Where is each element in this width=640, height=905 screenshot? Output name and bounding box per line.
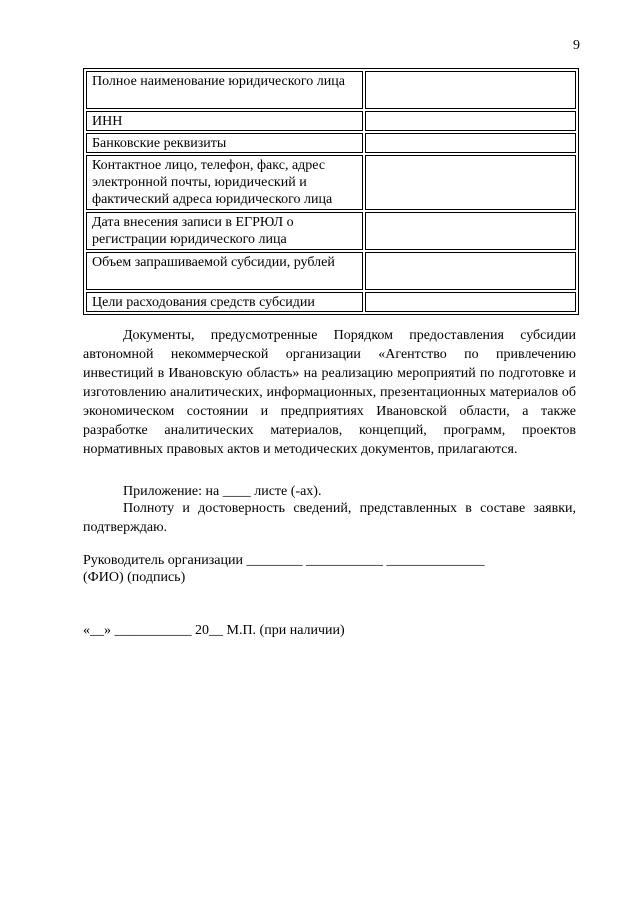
row-value-full-name[interactable] bbox=[365, 71, 576, 109]
row-label-full-name: Полное наименование юридического лица bbox=[86, 71, 363, 109]
row-value-inn[interactable] bbox=[365, 111, 576, 131]
row-label-subsidy-amount: Объем запрашиваемой субсидии, рублей bbox=[86, 252, 363, 290]
row-value-bank-details[interactable] bbox=[365, 133, 576, 153]
documents-paragraph: Документы, предусмотренные Порядком предоставления субсидии автономной некоммерческой организации «Агентство по привлечению инвестиций в Ивановскую область» на реализацию мероприятий по подготовке и изготовлению аналитических, информационных, презентационных материалов об экономическом состоянии и предприятиях Ивановской области, а также разработке аналитических материалов, концепций, программ, проектов нормативных правовых актов и методических документов, прилагаются. bbox=[83, 328, 576, 457]
applicant-info-table bbox=[83, 68, 579, 315]
row-label-subsidy-purpose: Цели расходования средств субсидии bbox=[86, 292, 363, 312]
page-number: 9 bbox=[573, 38, 580, 53]
table-row bbox=[86, 155, 576, 210]
row-value-subsidy-amount[interactable] bbox=[365, 252, 576, 290]
row-label-contacts: Контактное лицо, телефон, факс, адрес электронной почты, юридический и фактический адреса юридического лица bbox=[86, 155, 363, 210]
confirmation-paragraph: Полноту и достоверность сведений, представленных в составе заявки, подтверждаю. bbox=[83, 501, 576, 535]
table-row bbox=[86, 292, 576, 312]
row-label-bank-details: Банковские реквизиты bbox=[86, 133, 363, 153]
signature-line: Руководитель организации ________ ___________ ______________ bbox=[83, 553, 485, 568]
row-label-inn: ИНН bbox=[86, 111, 363, 131]
row-value-contacts[interactable] bbox=[365, 155, 576, 210]
table-row bbox=[86, 212, 576, 250]
table-row bbox=[86, 133, 576, 153]
table-row bbox=[86, 111, 576, 131]
row-label-egrul-date: Дата внесения записи в ЕГРЮЛ о регистрации юридического лица bbox=[86, 212, 363, 250]
date-line: «__» ___________ 20__ М.П. (при наличии) bbox=[83, 623, 345, 638]
row-value-subsidy-purpose[interactable] bbox=[365, 292, 576, 312]
attachment-line: Приложение: на ____ листе (-ах). bbox=[123, 484, 322, 499]
signature-caption: (ФИО) (подпись) bbox=[83, 570, 186, 585]
table-row bbox=[86, 252, 576, 290]
table-row bbox=[86, 71, 576, 109]
row-value-egrul-date[interactable] bbox=[365, 212, 576, 250]
